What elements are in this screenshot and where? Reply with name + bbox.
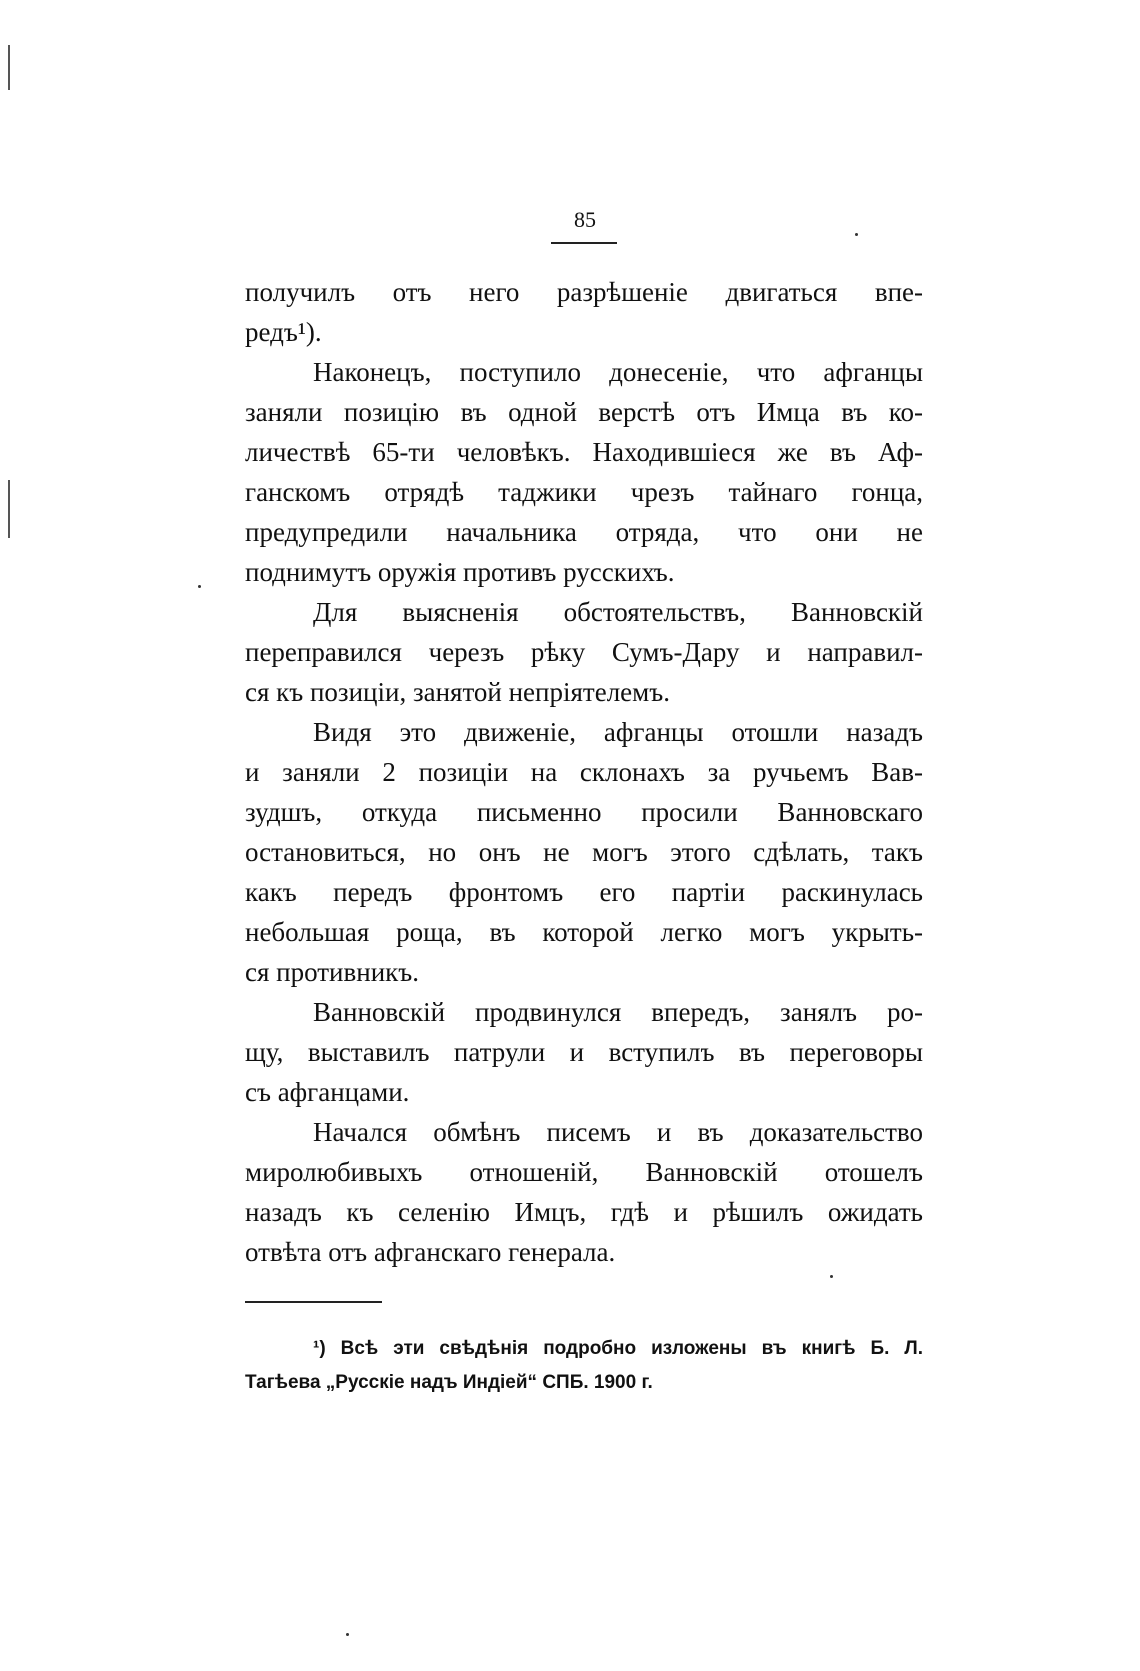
text-line: Наконецъ, поступило донесеніе, что афганцы (313, 357, 923, 387)
text-line: миролюбивыхъ отношеній, Ванновскій отошелъ (245, 1157, 923, 1187)
scan-edge-mark (8, 480, 10, 538)
text-line: ганскомъ отрядѣ таджики чрезъ тайнаго гонца, (245, 477, 923, 507)
text-line: щу, выставилъ патрули и вступилъ въ переговоры (245, 1037, 923, 1067)
text-line: назадъ къ селенію Имцъ, гдѣ и рѣшилъ ожидать (245, 1197, 923, 1227)
text-line: небольшая роща, въ которой легко могъ укрыть- (245, 917, 923, 947)
text-line: зудшъ, откуда письменно просили Ванновскаго (245, 797, 923, 827)
footnote-line: Тагѣева „Русскіе надъ Индіей“ СПБ. 1900 г. (245, 1372, 653, 1393)
footnote-line: ¹) Всѣ эти свѣдѣнія подробно изложены въ книгѣ Б. Л. (313, 1338, 923, 1359)
text-line: и заняли 2 позиціи на склонахъ за ручьемъ Вав- (245, 757, 923, 787)
scan-speck (830, 1275, 833, 1278)
text-line: поднимутъ оружія противъ русскихъ. (245, 557, 675, 587)
text-line: получилъ отъ него разрѣшеніе двигаться впе- (245, 277, 923, 307)
text-line: ся къ позиціи, занятой непріятелемъ. (245, 677, 670, 707)
text-line: Начался обмѣнъ писемъ и въ доказательство (313, 1117, 923, 1147)
text-line: съ афганцами. (245, 1077, 410, 1107)
body-text (245, 272, 923, 1272)
page-number-rule (551, 242, 617, 244)
text-line: отвѣта отъ афганскаго генерала. (245, 1237, 616, 1267)
text-line: редъ¹). (245, 317, 322, 347)
text-line: Ванновскій продвинулся впередъ, занялъ ро- (313, 997, 923, 1027)
scan-speck (346, 1633, 349, 1636)
scan-speck (198, 585, 201, 588)
scan-speck (855, 233, 858, 236)
scan-edge-mark (8, 45, 10, 90)
text-line: какъ передъ фронтомъ его партіи раскинулась (245, 877, 923, 907)
text-line: Для выясненія обстоятельствъ, Ванновскій (313, 597, 923, 627)
text-line: заняли позицію въ одной верстѣ отъ Имца въ ко- (245, 397, 923, 427)
text-line: предупредили начальника отряда, что они не (245, 517, 923, 547)
text-line: переправился черезъ рѣку Сумъ-Дару и направил- (245, 637, 923, 667)
text-line: Видя это движеніе, афганцы отошли назадъ (313, 717, 923, 747)
page-number: 85 (574, 207, 596, 232)
text-line: ся противникъ. (245, 957, 419, 987)
footnote-rule (245, 1301, 382, 1303)
footnote (245, 1332, 923, 1400)
text-line: остановиться, но онъ не могъ этого сдѣлать, такъ (245, 837, 923, 867)
text-line: личествѣ 65-ти человѣкъ. Находившіеся же въ Аф- (245, 437, 923, 467)
